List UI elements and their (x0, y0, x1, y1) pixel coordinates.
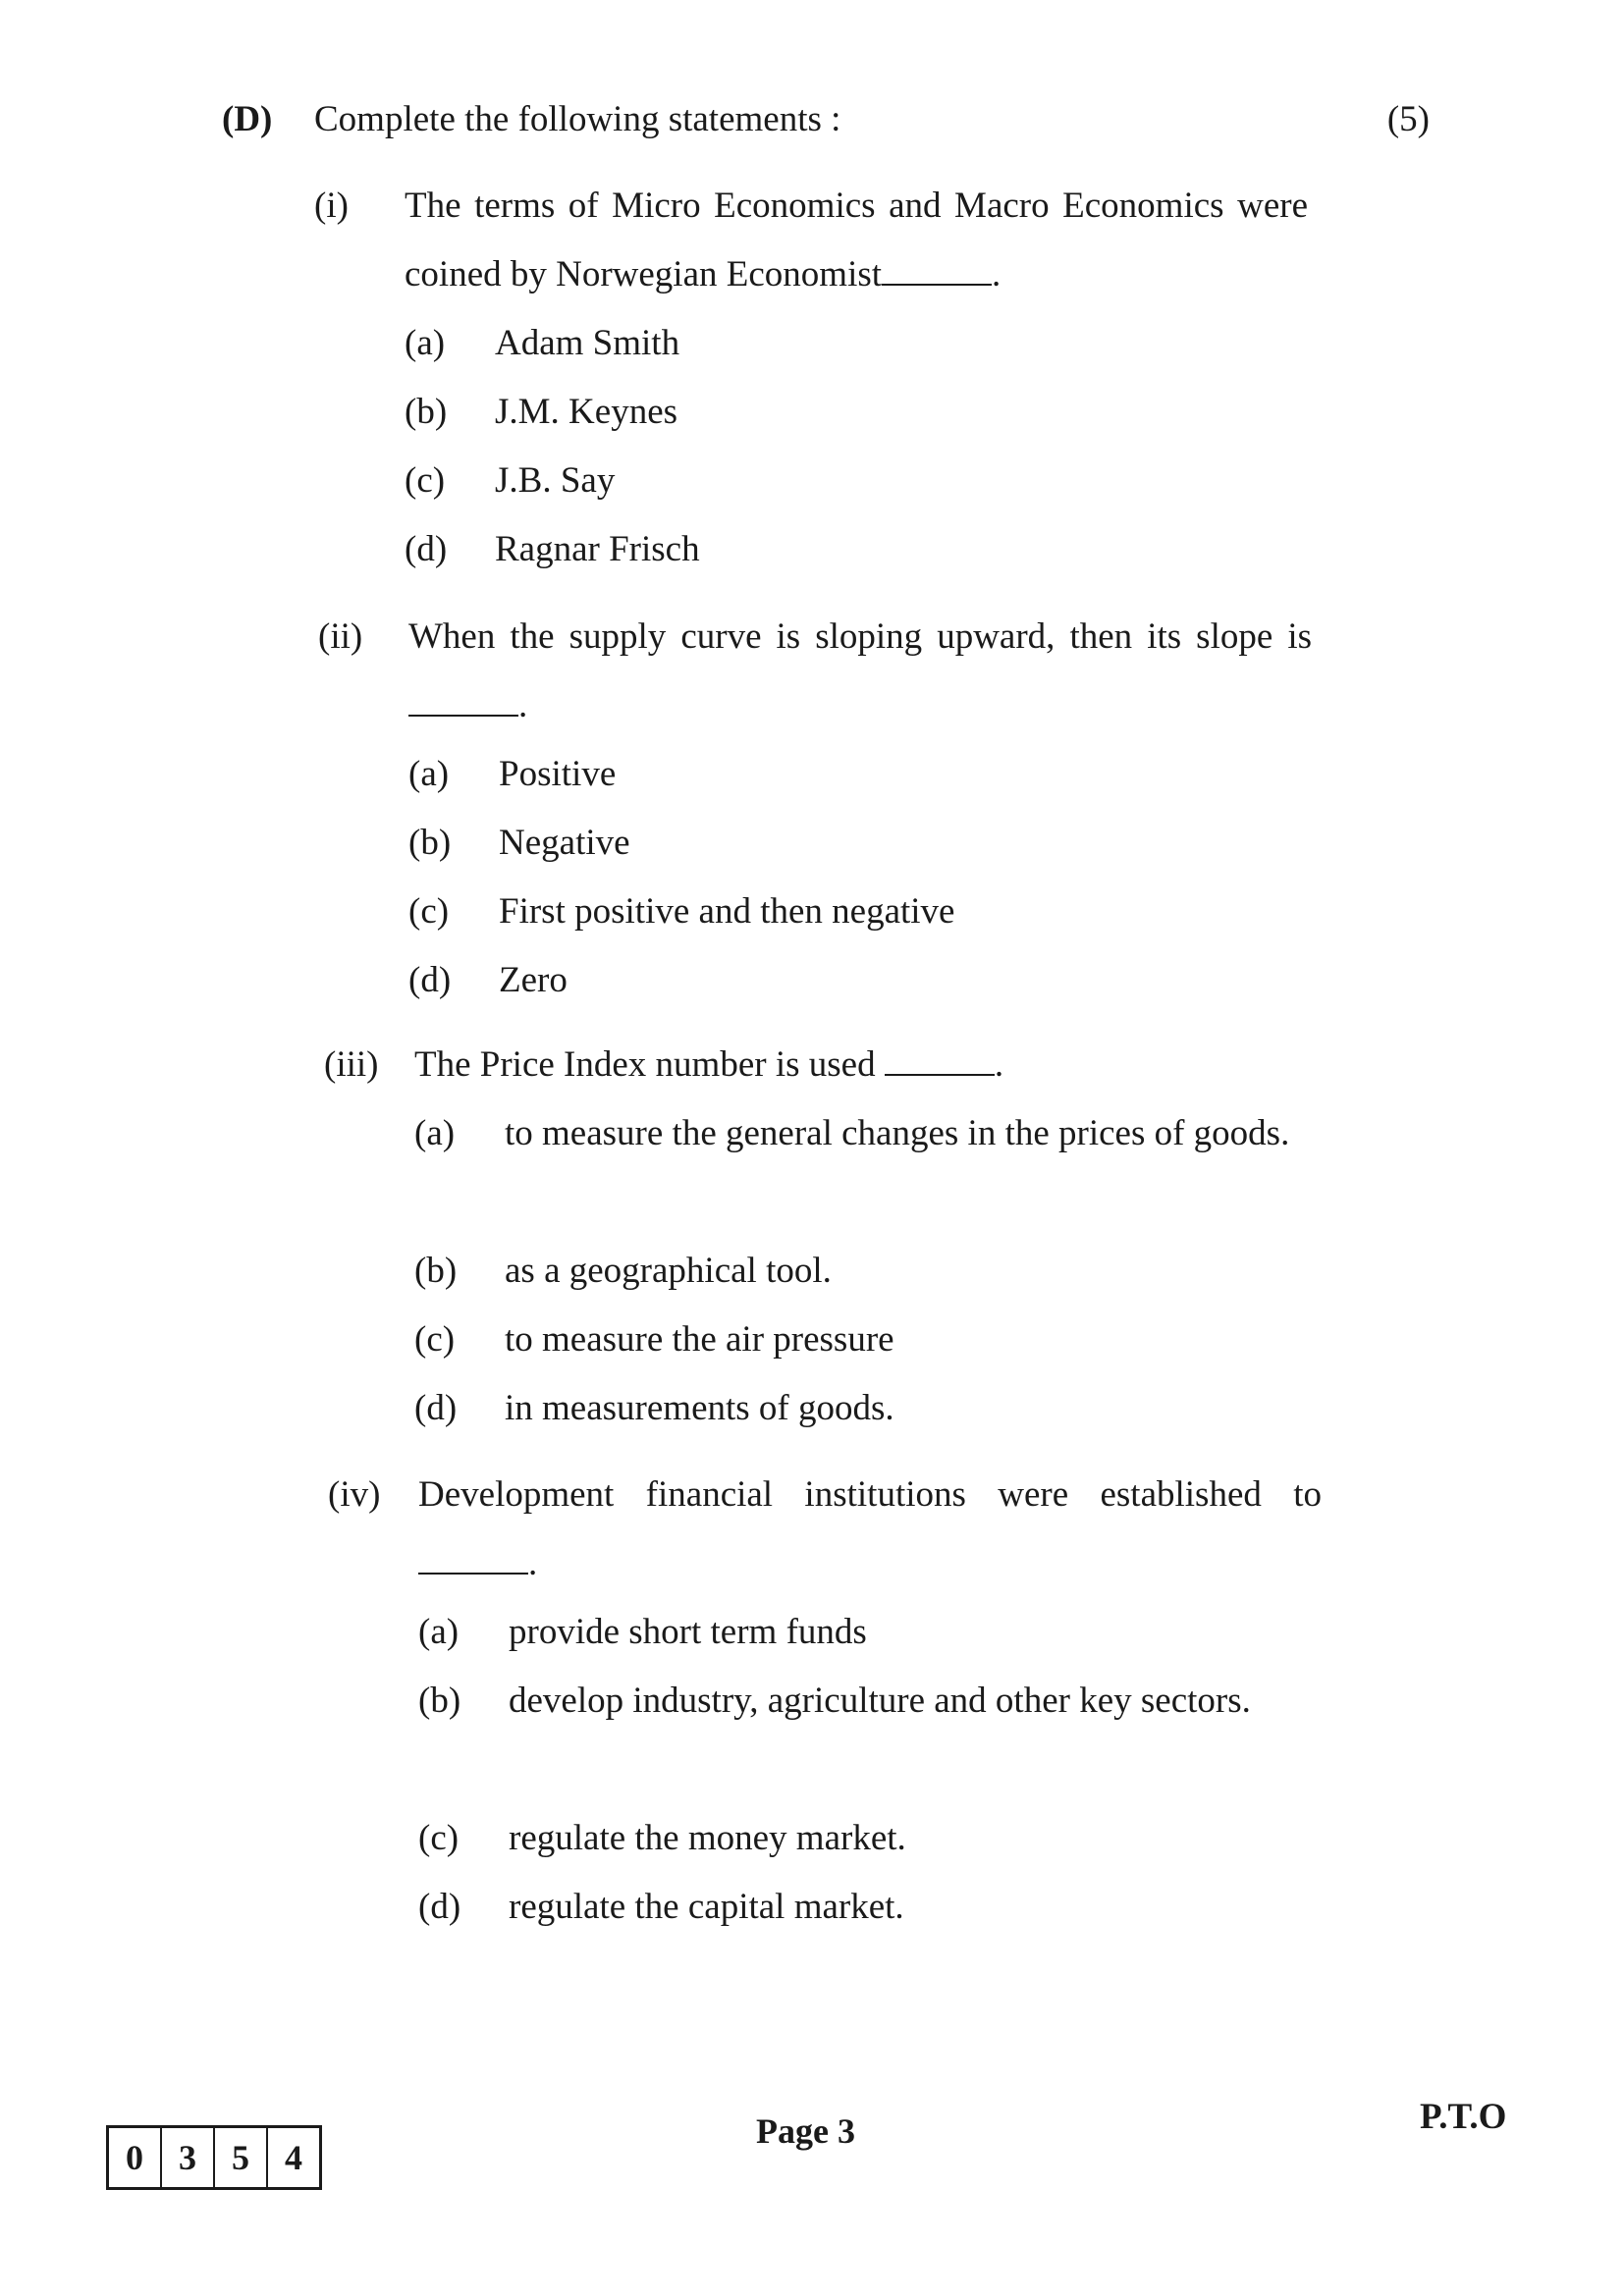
option-label: (c) (408, 891, 450, 932)
question-text (418, 1461, 1322, 1598)
question-text-before: When the supply curve is sloping upward, then its slope is (408, 616, 1312, 657)
code-digit: 3 (162, 2128, 215, 2187)
option-text: J.B. Say (495, 460, 616, 501)
option-text: First positive and then negative (499, 891, 955, 932)
option-item (414, 1237, 1318, 1306)
option-text: J.M. Keynes (495, 392, 678, 432)
option-label: (d) (414, 1388, 458, 1428)
question-text-after: . (528, 1543, 538, 1583)
option-item (408, 946, 1312, 1015)
option-list (408, 740, 1312, 1015)
option-item (408, 878, 1312, 946)
option-text: to measure the general changes in the prices of goods. (505, 1113, 1290, 1153)
please-turn-over: P.T.O (1420, 2097, 1507, 2137)
option-text: regulate the capital market. (509, 1887, 904, 1927)
section-instruction: Complete the following statements : (314, 99, 841, 139)
option-text: in measurements of goods. (505, 1388, 894, 1428)
option-item (418, 1804, 1322, 1873)
option-label: (c) (414, 1319, 456, 1360)
code-digit: 0 (109, 2128, 162, 2187)
question-text-before: Development financial institutions were established to (418, 1474, 1322, 1515)
option-label: (a) (414, 1113, 456, 1153)
question-text-after: . (992, 254, 1001, 294)
answer-blank (885, 1044, 995, 1076)
option-item (405, 515, 1308, 584)
answer-blank (408, 685, 518, 717)
question-text (405, 172, 1308, 309)
question-number: (ii) (318, 616, 363, 657)
option-text: Zero (499, 960, 568, 1000)
paper-code-boxes (106, 2125, 322, 2190)
option-item (418, 1667, 1322, 1804)
code-digit: 5 (215, 2128, 268, 2187)
option-label: (a) (408, 754, 450, 794)
option-text: regulate the money market. (509, 1818, 906, 1858)
option-label: (d) (408, 960, 452, 1000)
option-list (414, 1099, 1318, 1443)
option-list (405, 309, 1308, 584)
option-text: Ragnar Frisch (495, 529, 700, 569)
option-label: (b) (418, 1681, 461, 1721)
question-text (414, 1031, 1318, 1099)
option-text: Positive (499, 754, 617, 794)
option-item (408, 809, 1312, 878)
question-number: (iv) (328, 1474, 381, 1515)
option-label: (b) (405, 392, 448, 432)
answer-blank (418, 1543, 528, 1575)
option-text: Negative (499, 823, 630, 863)
option-item (414, 1374, 1318, 1443)
question-text-before: The terms of Micro Economics and Macro Economics were coined by Norwegian Economist (405, 186, 1308, 294)
option-label: (c) (405, 460, 446, 501)
option-item (408, 740, 1312, 809)
question-number: (iii) (324, 1044, 379, 1085)
option-text: develop industry, agriculture and other key sectors. (509, 1681, 1251, 1721)
option-text: to measure the air pressure (505, 1319, 894, 1360)
page-number: Page 3 (756, 2111, 855, 2151)
section-letter: (D) (222, 99, 273, 139)
section-marks: (5) (1386, 99, 1430, 139)
option-item (414, 1306, 1318, 1374)
option-text: provide short term funds (509, 1612, 867, 1652)
question-text-after: . (994, 1044, 1004, 1085)
option-list (418, 1598, 1322, 1942)
code-digit: 4 (285, 2138, 302, 2177)
option-label: (a) (405, 323, 446, 363)
question-number: (i) (314, 186, 349, 226)
question-text (408, 603, 1312, 740)
option-label: (a) (418, 1612, 460, 1652)
option-item (405, 309, 1308, 378)
option-label: (d) (418, 1887, 461, 1927)
option-label: (b) (414, 1251, 458, 1291)
option-item (405, 447, 1308, 515)
option-label: (c) (418, 1818, 460, 1858)
option-text: Adam Smith (495, 323, 680, 363)
answer-blank (882, 254, 992, 286)
option-label: (d) (405, 529, 448, 569)
option-label: (b) (408, 823, 452, 863)
option-item (405, 378, 1308, 447)
question-text-after: . (518, 685, 528, 725)
question-text-before: The Price Index number is used (414, 1044, 876, 1085)
option-item (418, 1598, 1322, 1667)
option-item (418, 1873, 1322, 1942)
option-text: as a geographical tool. (505, 1251, 832, 1291)
option-item (414, 1099, 1318, 1237)
